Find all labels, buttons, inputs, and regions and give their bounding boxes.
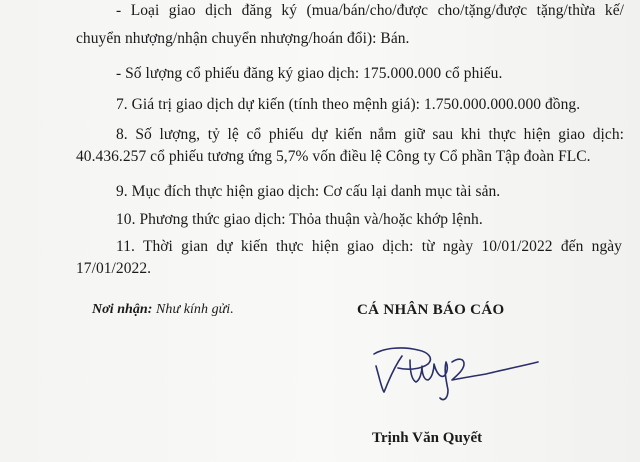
item-7-value: 7. Giá trị giao dịch dự kiến (tính theo mệnh giá): 1.750.000.000.000 đồng. xyxy=(116,96,581,113)
recipient-value: Như kính gửi. xyxy=(156,302,234,317)
transaction-type-line-1: - Loại giao dịch đăng ký (mua/bán/cho/được cho/tặng/được tặng/thừa kế/ xyxy=(116,2,624,19)
quantity-line: - Số lượng cổ phiếu đăng ký giao dịch: 175.000.000 cổ phiếu. xyxy=(116,65,503,82)
item-10-method: 10. Phương thức giao dịch: Thỏa thuận và/hoặc khớp lệnh. xyxy=(116,211,483,228)
recipient-note xyxy=(92,300,234,320)
recipient-label: Nơi nhận: xyxy=(92,302,153,317)
item-9-purpose: 9. Mục đích thực hiện giao dịch: Cơ cấu lại danh mục tài sản. xyxy=(116,183,501,200)
signature-image xyxy=(362,340,562,410)
item-11-line-1: 11. Thời gian dự kiến thực hiện giao dịch: từ ngày 10/01/2022 đến ngày xyxy=(116,238,622,255)
item-8-line-2: 40.436.257 cổ phiếu tương ứng 5,7% vốn điều lệ Công ty Cổ phần Tập đoàn FLC. xyxy=(76,148,591,165)
transaction-type-line-2: chuyển nhượng/nhận chuyển nhượng/hoán đổi): Bán. xyxy=(76,30,410,47)
signer-name: Trịnh Văn Quyết xyxy=(372,430,483,446)
reporter-heading: CÁ NHÂN BÁO CÁO xyxy=(357,302,505,318)
item-11-line-2: 17/01/2022. xyxy=(76,260,152,277)
item-8-line-1: 8. Số lượng, tỷ lệ cổ phiếu dự kiến nắm giữ sau khi thực hiện giao dịch: xyxy=(116,126,624,143)
